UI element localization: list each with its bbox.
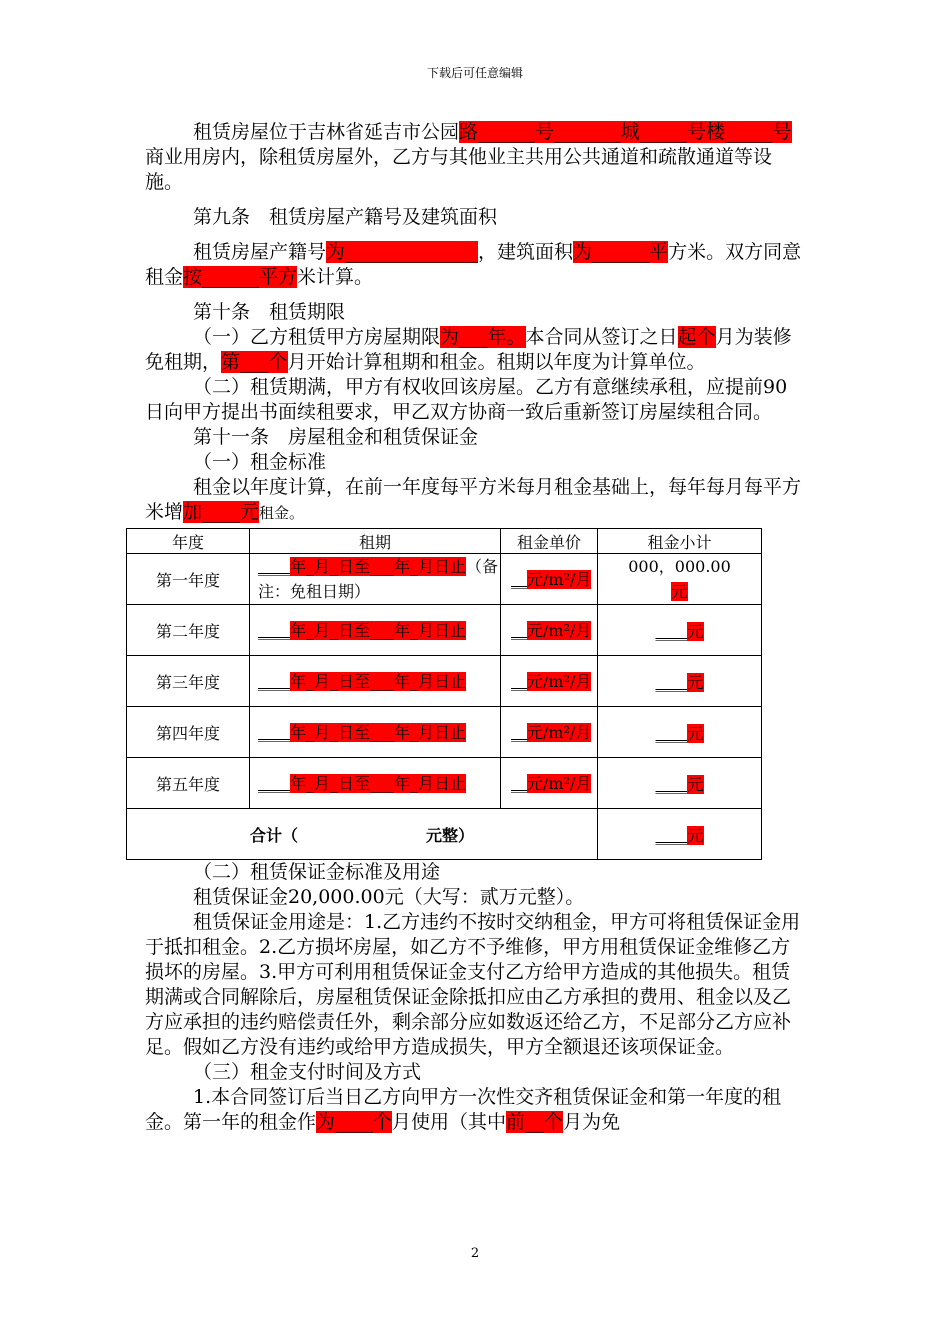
blank: ____ bbox=[655, 723, 688, 743]
article-11-heading: 第十一条 房屋租金和租赁保证金 bbox=[193, 426, 479, 448]
paragraph-location bbox=[145, 120, 805, 195]
table-row bbox=[127, 605, 762, 656]
redacted-field: 年_月_日至___年_月日止 bbox=[290, 773, 467, 793]
redacted-field: 元/m²/月 bbox=[527, 722, 592, 742]
blank: ____ bbox=[258, 722, 290, 742]
text: 月为装修免租期， bbox=[145, 326, 792, 373]
redacted-field: 元 bbox=[687, 723, 704, 743]
total-cell bbox=[598, 809, 762, 860]
text: 月开始计算租期和租金。租期以年度为计算单位。 bbox=[287, 351, 706, 373]
column-header: 年度 bbox=[127, 529, 250, 554]
subtotal-cell bbox=[598, 758, 762, 809]
year-cell: 第三年度 bbox=[127, 656, 250, 707]
paragraph-renewal: （二）租赁期满，甲方有权收回该房屋。乙方有意继续承租，应提前90日向甲方提出书面续租要求，甲乙双方协商一致后重新签订房屋续租合同。 bbox=[145, 376, 788, 423]
period-cell bbox=[250, 758, 501, 809]
period-cell bbox=[250, 656, 501, 707]
year-cell: 第五年度 bbox=[127, 758, 250, 809]
subheading-deposit: （二）租赁保证金标准及用途 bbox=[193, 861, 441, 883]
period-cell bbox=[250, 707, 501, 758]
redacted-field: 为___年。 bbox=[440, 326, 526, 348]
redacted-field: 年_月_日至___年_月日止 bbox=[290, 620, 467, 640]
article-9-heading: 第九条 租赁房屋产籍号及建筑面积 bbox=[193, 206, 498, 228]
redacted-field: 元 bbox=[671, 582, 688, 601]
redacted-field: 元/m²/月 bbox=[527, 671, 592, 691]
total-label: 合计（ 元整） bbox=[127, 809, 598, 860]
table-total-row bbox=[127, 809, 762, 860]
redacted-field: 为____个 bbox=[316, 1111, 393, 1133]
text: 商业用房内，除租赁房屋外，乙方与其他业主共用公共通道和疏散通道等设施。 bbox=[145, 146, 773, 193]
redacted-field: 元 bbox=[687, 774, 704, 794]
table-header-row bbox=[127, 529, 762, 554]
blank: ____ bbox=[258, 773, 290, 793]
text: 本合同从签订之日 bbox=[525, 326, 678, 348]
redacted-field: 年_月_日至___年_月日止 bbox=[290, 671, 467, 691]
redacted-field: 元/m²/月 bbox=[527, 773, 592, 793]
blank: __ bbox=[511, 620, 527, 640]
redacted-field: 年_月_日至___年_月日止 bbox=[290, 722, 467, 742]
price-cell bbox=[501, 605, 598, 656]
text: （一）乙方租赁甲方房屋期限 bbox=[193, 326, 441, 348]
redacted-field: 按______平方 bbox=[183, 266, 298, 288]
column-header: 租金单价 bbox=[501, 529, 598, 554]
article-10-heading: 第十条 租赁期限 bbox=[193, 301, 346, 323]
note: （备注：免租日期） bbox=[258, 557, 499, 601]
blank: __ bbox=[511, 773, 527, 793]
year-cell: 第四年度 bbox=[127, 707, 250, 758]
text: 方米。双方同意租金 bbox=[145, 241, 802, 288]
column-header: 租期 bbox=[250, 529, 501, 554]
table-row bbox=[127, 707, 762, 758]
redacted-field: 元 bbox=[687, 621, 704, 641]
text: 1.本合同签订后当日乙方向甲方一次性交齐租赁保证金和第一年度的租金。第一年的租金作 bbox=[145, 1086, 782, 1133]
redacted-field: 年_月_日至___年_月日止 bbox=[290, 557, 467, 576]
redacted-field: 元 bbox=[687, 825, 704, 845]
redacted-field: 为______________ bbox=[326, 241, 479, 263]
text: 租金。 bbox=[259, 504, 305, 522]
blank: ____ bbox=[655, 672, 688, 692]
table-row bbox=[127, 554, 762, 605]
blank: ____ bbox=[258, 620, 290, 640]
redacted-field: 前__个 bbox=[506, 1111, 564, 1133]
text: 租金以年度计算，在前一年度每平方米每月租金基础上，每年每月每平方米增 bbox=[145, 476, 802, 523]
subheading-payment: （三）租金支付时间及方式 bbox=[193, 1061, 422, 1083]
text: 月使用（其中 bbox=[392, 1111, 507, 1133]
redacted-field: 起个 bbox=[677, 326, 716, 348]
text: 租赁房屋位于吉林省延吉市公园 bbox=[193, 121, 460, 143]
paragraph-deposit-use: 租赁保证金用途是：1.乙方违约不按时交纳租金，甲方可将租赁保证金用于抵扣租金。2.乙方损坏房屋，如乙方不予维修，甲方用租赁保证金维修乙方损坏的房屋。3.甲方可利用租赁保证金支付乙方给甲方造成的其他损失。租赁期满或合同解除后，房屋租赁保证金除抵扣应由乙方承担的费用、租金以及乙方应承担的违约赔偿责任外，剩余部分应如数返还给乙方，不足部分乙方应补足。假如乙方没有违约或给甲方造成损失，甲方全额退还该项保证金。 bbox=[145, 911, 801, 1058]
redacted-field: 第___个 bbox=[221, 351, 288, 373]
text: 米计算。 bbox=[297, 266, 374, 288]
redacted-field: 元/m²/月 bbox=[527, 620, 592, 640]
paragraph-payment bbox=[145, 1085, 805, 1135]
price-cell bbox=[501, 707, 598, 758]
redacted-field: 路______号_______城_____号楼_____号 bbox=[459, 121, 792, 143]
price-cell bbox=[501, 758, 598, 809]
blank: ____ bbox=[258, 557, 290, 576]
subtotal-cell bbox=[598, 656, 762, 707]
paragraph-area bbox=[145, 240, 805, 290]
blank: ____ bbox=[655, 774, 688, 794]
blank: __ bbox=[511, 569, 527, 589]
subtotal-cell bbox=[598, 707, 762, 758]
blank: ____ bbox=[655, 825, 688, 845]
page-header: 下载后可任意编辑 bbox=[426, 66, 523, 80]
blank: __ bbox=[511, 722, 527, 742]
period-cell bbox=[250, 554, 501, 605]
text: 月为免 bbox=[563, 1111, 621, 1133]
page-number: 2 bbox=[470, 1246, 480, 1261]
text: 租赁房屋产籍号 bbox=[193, 241, 327, 263]
paragraph-deposit-amount: 租赁保证金20,000.00元（大写：贰万元整）。 bbox=[193, 886, 585, 908]
subtotal-cell bbox=[598, 554, 762, 605]
redacted-field: 加____元 bbox=[183, 501, 260, 523]
blank: __ bbox=[511, 671, 527, 691]
table-row bbox=[127, 656, 762, 707]
redacted-field: 元 bbox=[687, 672, 704, 692]
year-cell: 第一年度 bbox=[127, 554, 250, 605]
price-cell bbox=[501, 656, 598, 707]
text: ，建筑面积 bbox=[478, 241, 574, 263]
column-header: 租金小计 bbox=[598, 529, 762, 554]
subtotal-cell bbox=[598, 605, 762, 656]
blank: ____ bbox=[655, 621, 688, 641]
period-cell bbox=[250, 605, 501, 656]
paragraph-rent-increase bbox=[145, 475, 805, 526]
rent-table bbox=[126, 528, 762, 860]
redacted-field: 元/m²/月 bbox=[527, 569, 592, 589]
year-cell: 第二年度 bbox=[127, 605, 250, 656]
redacted-field: 为______平 bbox=[573, 241, 669, 263]
document-body bbox=[145, 120, 805, 1135]
table-row bbox=[127, 758, 762, 809]
blank: ____ bbox=[258, 671, 290, 691]
amount: 000，000.00 bbox=[628, 557, 731, 576]
subheading-rent-standard: （一）租金标准 bbox=[193, 451, 327, 473]
price-cell bbox=[501, 554, 598, 605]
paragraph-term bbox=[145, 325, 805, 375]
